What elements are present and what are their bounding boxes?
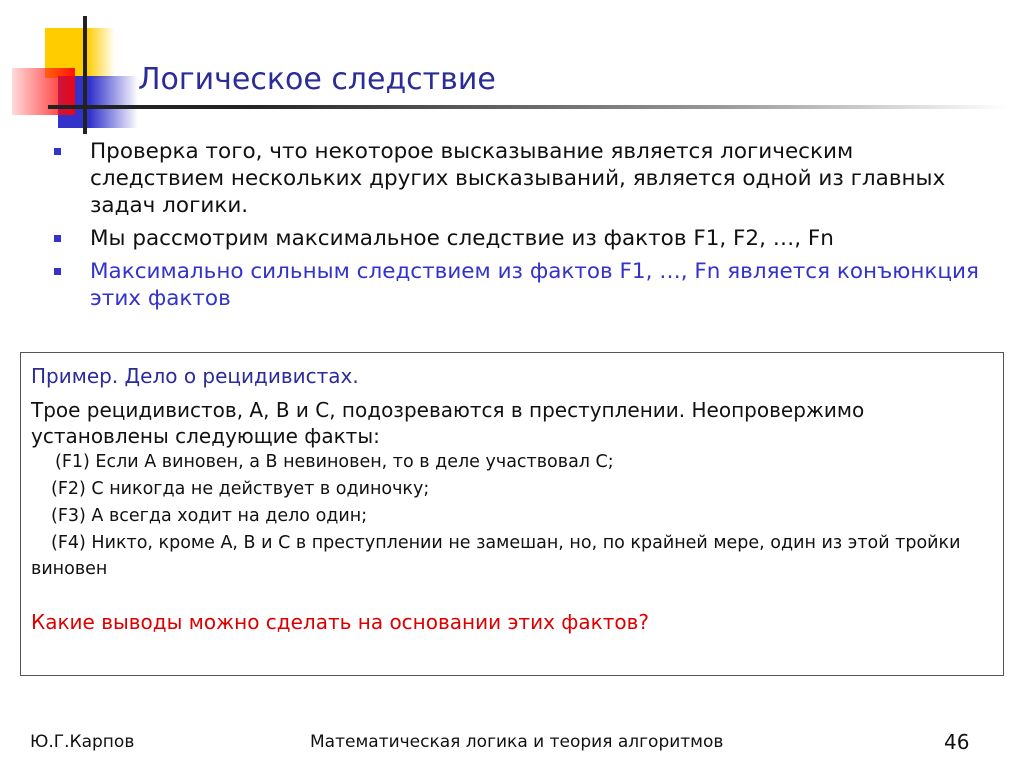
fact-f1: (F1) Если А виновен, а В невиновен, то в деле участвовал С; xyxy=(55,452,614,472)
fact-f2: (F2) С никогда не действует в одиночку; xyxy=(51,479,430,499)
bullet-item xyxy=(50,225,990,252)
slide-title: Логическое следствие xyxy=(138,62,496,97)
bullet-text: Мы рассмотрим максимальное следствие из фактов F1, F2, …, Fn xyxy=(90,226,834,251)
fact-f4: (F4) Никто, кроме А, В и С в преступлении не замешан, но, по крайней мере, один из этой тройки виновен xyxy=(31,533,961,579)
bullet-item xyxy=(50,258,990,312)
bullet-list xyxy=(50,138,990,318)
bullet-square-icon xyxy=(54,268,61,275)
bullet-item xyxy=(50,138,990,219)
bullet-square-icon xyxy=(54,235,61,242)
footer-course: Математическая логика и теория алгоритмов xyxy=(310,732,724,752)
decor-vertical-line xyxy=(83,16,87,134)
page-number: 46 xyxy=(944,730,970,754)
example-question: Какие выводы можно сделать на основании этих фактов? xyxy=(31,610,649,634)
bullet-text: Максимально сильным следствием из фактов F1, …, Fn является конъюнкция этих фактов xyxy=(90,259,979,311)
fact-f3: (F3) А всегда ходит на дело один; xyxy=(51,506,368,526)
example-box xyxy=(20,352,1004,676)
example-intro: Трое рецидивистов, А, В и С, подозреваются в преступлении. Неопровержимо установлены следующие факты: xyxy=(31,398,865,448)
title-underline xyxy=(48,105,1008,109)
bullet-square-icon xyxy=(54,148,61,155)
bullet-text: Проверка того, что некоторое высказывание является логическим следствием нескольких других высказываний, является одной из главных задач логики. xyxy=(90,139,946,218)
footer-author: Ю.Г.Карпов xyxy=(30,732,135,752)
example-title: Пример. Дело о рецидивистах. xyxy=(31,364,359,388)
